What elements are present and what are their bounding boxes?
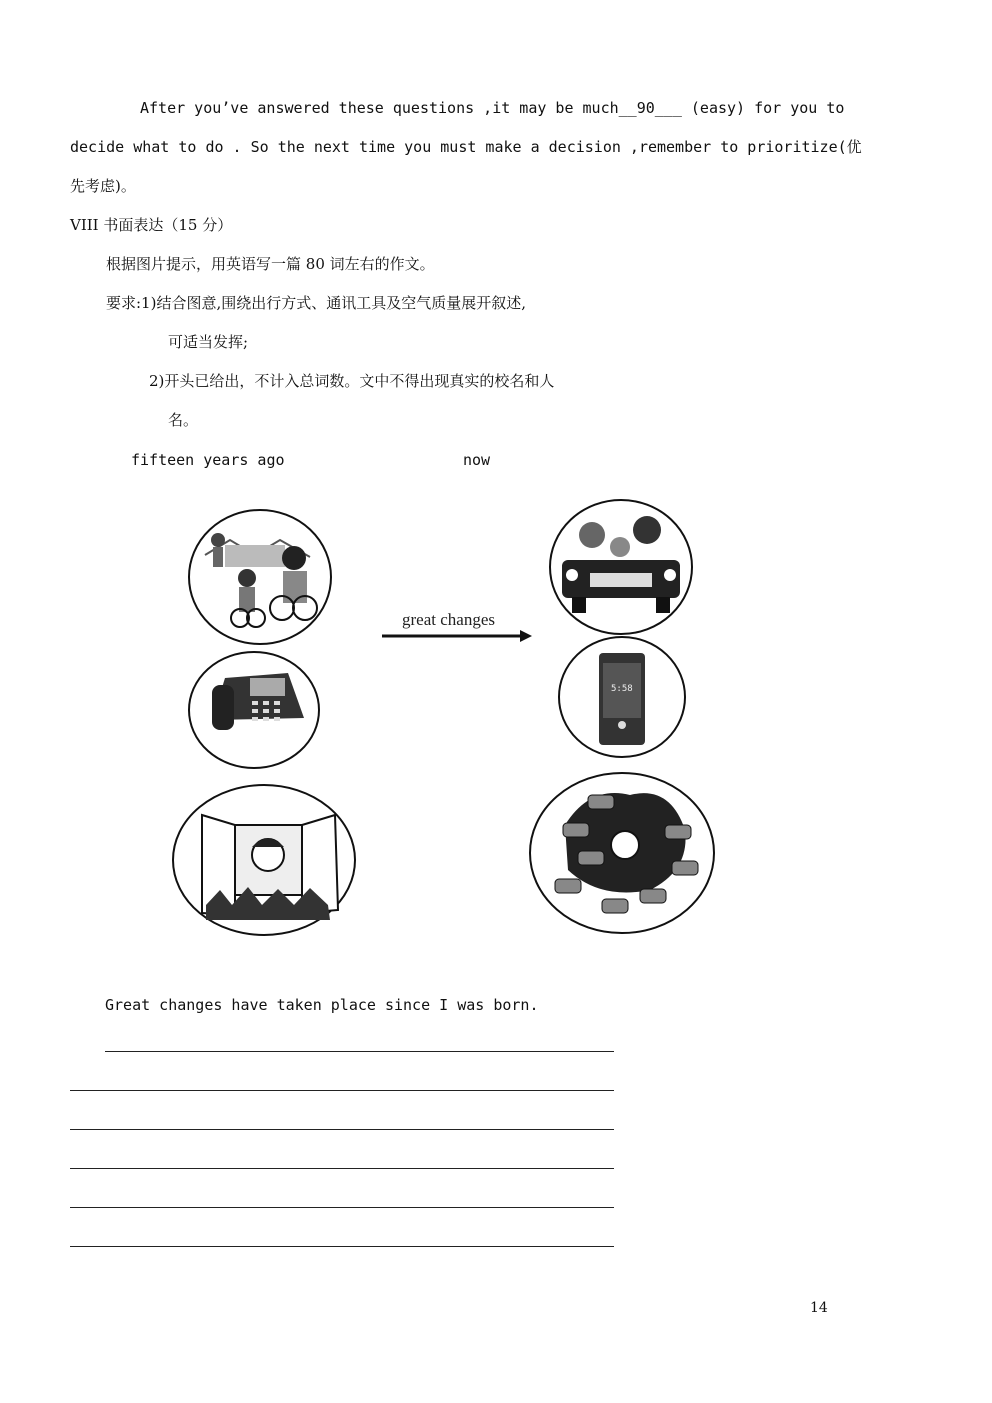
answer-line-1[interactable] [105,1051,614,1052]
writing-opening-sentence: Great changes have taken place since I was born. [105,996,539,1014]
section-heading: VIII 书面表达（15 分） [70,216,233,234]
passage-line-1: After you’ve answered these questions ,it may be much__90___ (easy) for you to [140,99,845,117]
answer-line-6[interactable] [70,1246,614,1247]
car-now-picture [550,500,692,634]
bicycles-past-picture [189,510,331,644]
label-fifteen-years-ago: fifteen years ago [131,451,285,469]
writing-instruction: 根据图片提示，用英语写一篇 80 词左右的作文。 [106,255,435,273]
telephone-past-picture [189,652,319,768]
answer-line-3[interactable] [70,1129,614,1130]
phone-clock: 5:58 [611,684,633,694]
answer-line-5[interactable] [70,1207,614,1208]
mobile-phone-now-picture [559,637,685,757]
arrow-label: great changes [402,610,495,629]
clean-air-past-picture [173,785,355,935]
answer-line-2[interactable] [70,1090,614,1091]
requirement-1: 要求:1)结合图意,围绕出行方式、通讯工具及空气质量展开叙述, [106,294,526,312]
great-changes-arrow [382,610,532,642]
requirement-2: 2)开头已给出，不计入总词数。文中不得出现真实的校名和人 [149,372,555,390]
passage-line-2-text: decide what to do . So the next time you must make a decision ,remember to prioritize(优 [70,138,862,156]
passage-line-2 [70,137,862,157]
air-pollution-now-picture [530,773,714,933]
requirement-2-continued: 名。 [168,411,199,429]
label-now: now [463,451,491,469]
requirement-1-continued: 可适当发挥; [168,333,249,351]
passage-line-3: 先考虑)。 [70,177,136,195]
comparison-illustration [170,495,730,945]
page-number: 14 [810,1300,828,1316]
answer-line-4[interactable] [70,1168,614,1169]
